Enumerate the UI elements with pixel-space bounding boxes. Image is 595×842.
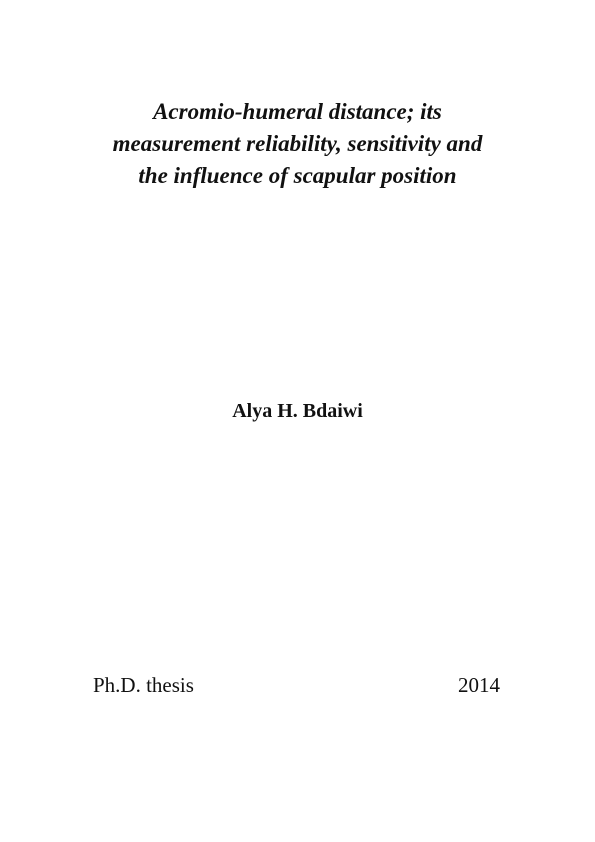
thesis-title bbox=[60, 96, 535, 192]
degree-label: Ph.D. thesis bbox=[93, 673, 194, 697]
year-label: 2014 bbox=[458, 673, 500, 697]
thesis-title-line-1: Acromio-humeral distance; its bbox=[153, 99, 442, 124]
author-name: Alya H. Bdaiwi bbox=[232, 400, 363, 422]
thesis-title-line-3: the influence of scapular position bbox=[138, 163, 457, 188]
thesis-title-line-2: measurement reliability, sensitivity and bbox=[112, 131, 483, 156]
